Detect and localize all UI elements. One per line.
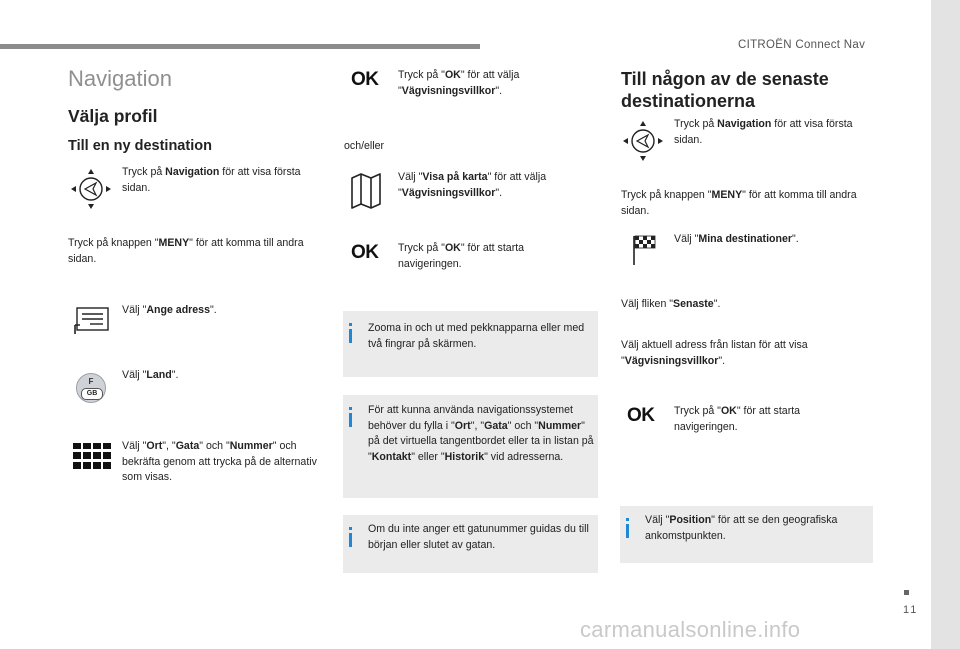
page-title: Navigation <box>68 66 172 91</box>
info-note-position <box>620 506 873 563</box>
brand-label: CITROËN Connect Nav <box>738 39 866 51</box>
right-step-6: Tryck på "OK" för att starta navigeringen. <box>674 405 801 433</box>
info-note-street-number <box>343 515 598 573</box>
note-text: Zooma in och ut med pekknapparna eller med två fingrar på skärmen. <box>368 322 585 350</box>
left-step-1: Tryck på Navigation för att visa första sidan. <box>122 166 301 194</box>
middle-step-3: Tryck på "OK" för att starta navigeringen. <box>398 242 525 270</box>
middle-step-2: Välj "Visa på karta" för att välja "Vägvisningsvillkor". <box>398 171 547 199</box>
right-step-4: Välj fliken "Senaste". <box>621 298 721 310</box>
address-card-icon <box>72 305 112 335</box>
right-step-1: Tryck på Navigation för att visa första sidan. <box>674 118 853 146</box>
page-number: 11 <box>903 604 919 616</box>
header-rule <box>0 44 480 49</box>
note-text: För att kunna använda navigationssystemet behöver du fylla i "Ort", "Gata" och "Nummer" på det virtuella tangentbordet eller ta in listan på "Kontakt" eller "Historik" vid adresserna. <box>368 404 594 463</box>
subsection-heading: Till en ny destination <box>68 138 212 154</box>
ok-button-icon: OK <box>351 242 379 263</box>
right-step-2: Tryck på knappen "MENY" för att komma till andra sidan. <box>621 189 857 217</box>
note-text: Om du inte anger ett gatunummer guidas du till början eller slutet av gatan. <box>368 523 589 551</box>
right-step-5: Välj aktuell adress från listan för att visa "Vägvisningsvillkor". <box>621 339 808 367</box>
left-step-3: Välj "Ange adress". <box>122 304 217 316</box>
watermark: carmanualsonline.info <box>580 617 801 642</box>
info-icon <box>349 407 352 410</box>
section-heading: Välja profil <box>68 106 158 126</box>
info-note-zoom <box>343 311 598 377</box>
page-marker <box>904 590 909 595</box>
keyboard-grid-icon <box>72 442 112 470</box>
info-icon <box>626 518 629 521</box>
navigation-joystick-icon <box>620 118 666 164</box>
page-side-strip <box>931 0 960 649</box>
ok-button-icon: OK <box>627 405 655 426</box>
info-icon <box>349 323 352 326</box>
badge-top-label: F <box>88 377 94 386</box>
right-step-3: Välj "Mina destinationer". <box>674 233 799 245</box>
right-heading: Till någon av de senaste destinationerna <box>621 69 829 111</box>
info-note-keyboard <box>343 395 598 498</box>
note-text: Välj "Position" för att se den geografiska ankomstpunkten. <box>645 514 838 542</box>
middle-step-1: Tryck på "OK" för att välja "Vägvisningsvillkor". <box>398 69 520 97</box>
left-step-4: Välj "Land". <box>122 369 179 381</box>
map-icon <box>350 172 382 210</box>
left-step-5: Välj "Ort", "Gata" och "Nummer" och bekräfta genom att trycka på de alternativ som visas. <box>122 440 317 483</box>
checkered-flag-icon <box>630 234 658 266</box>
info-icon <box>349 527 352 530</box>
badge-bottom-label: GB <box>81 388 103 400</box>
ok-button-icon: OK <box>351 69 379 90</box>
and-or-label: och/eller <box>344 140 385 152</box>
left-step-2: Tryck på knappen "MENY" för att komma till andra sidan. <box>68 237 304 265</box>
navigation-joystick-icon <box>68 166 114 212</box>
country-badge-icon <box>76 373 106 403</box>
